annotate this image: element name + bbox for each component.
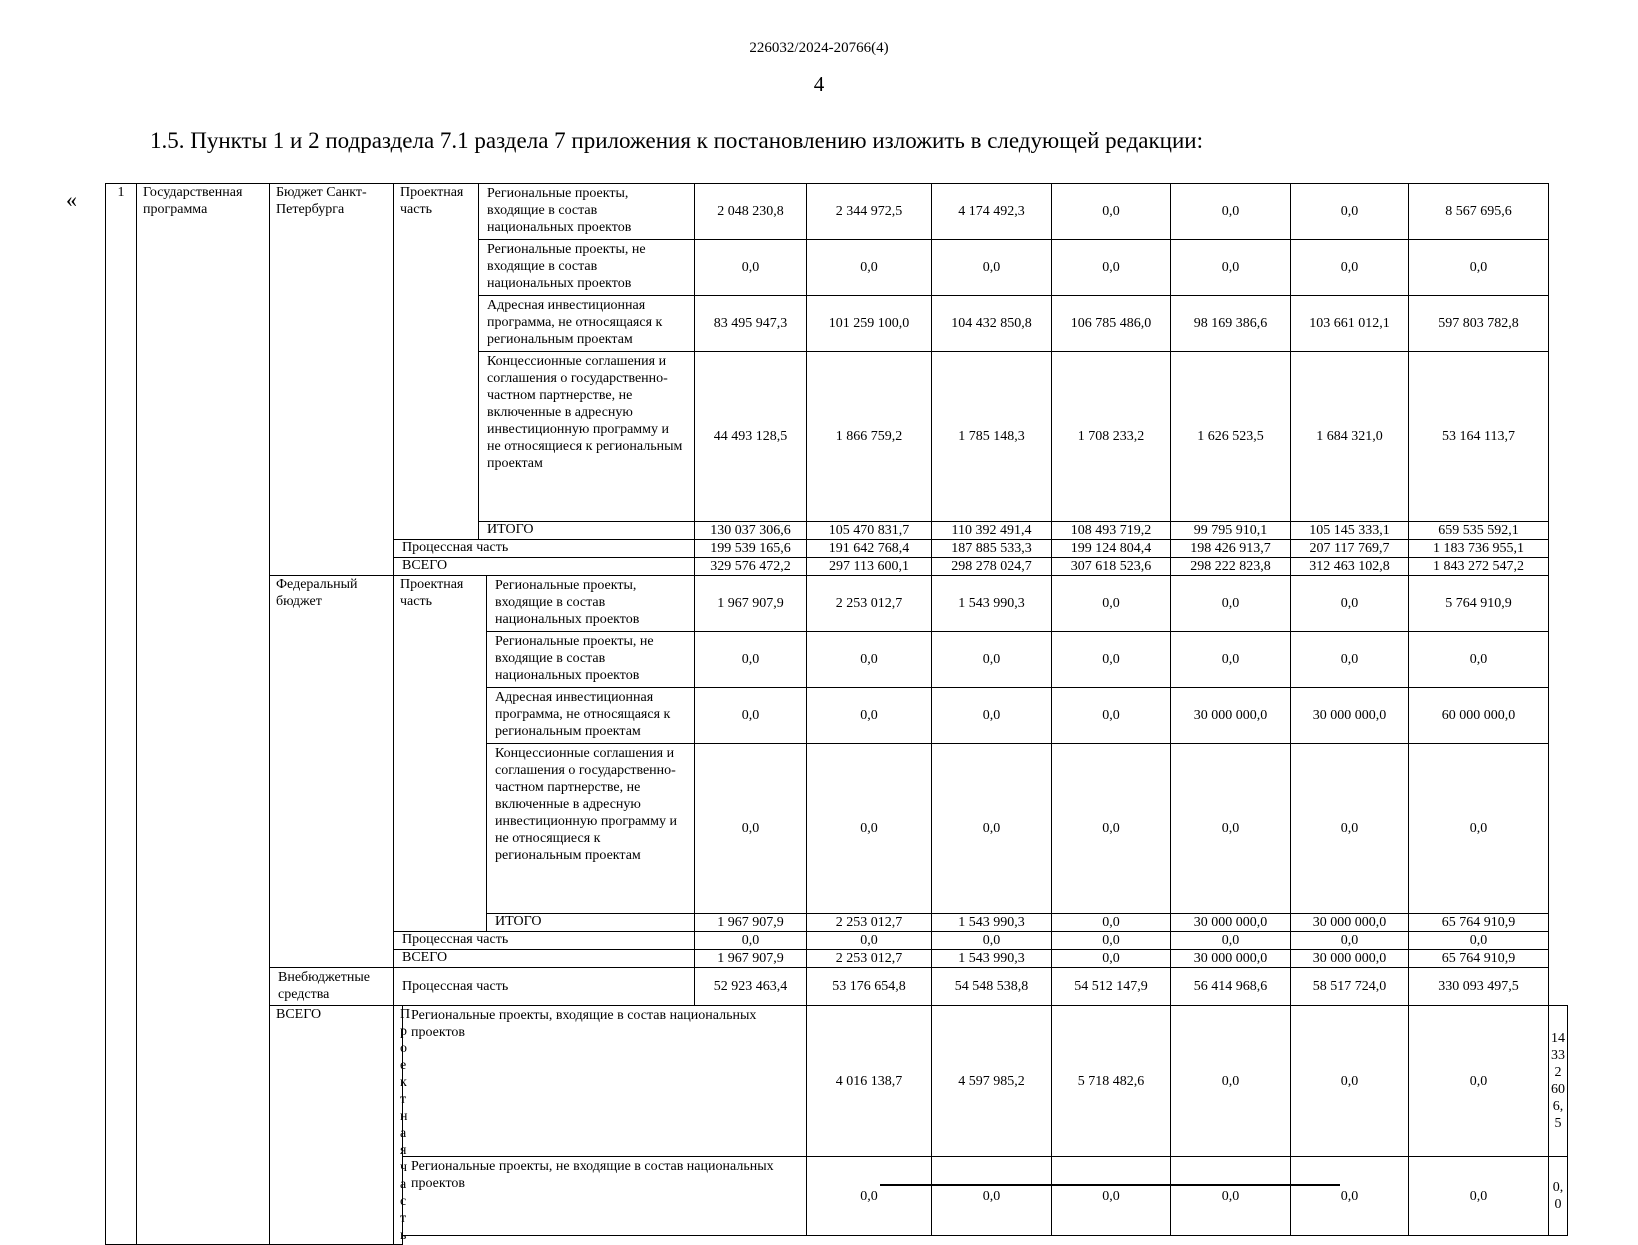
value-cell: 0,0	[1291, 1006, 1409, 1157]
value-cell: 4 174 492,3	[932, 184, 1052, 240]
value-cell: 52 923 463,4	[695, 968, 807, 1006]
value-cell: 0,0	[1171, 1157, 1291, 1236]
value-cell: 0,0	[1409, 932, 1549, 950]
value-cell: 103 661 012,1	[1291, 296, 1409, 352]
row-label: Региональные проекты, входящие в состав национальных проектов	[487, 576, 695, 632]
vsego-label: ВСЕГО	[394, 950, 695, 968]
table-row	[106, 576, 1568, 632]
value-cell: 0,0	[1409, 744, 1549, 914]
value-cell: 99 795 910,1	[1171, 522, 1291, 540]
value-cell: 44 493 128,5	[695, 352, 807, 522]
document-number: 226032/2024-20766(4)	[749, 40, 889, 56]
value-cell: 0,0	[1409, 1006, 1549, 1157]
value-cell: 0,0	[932, 240, 1052, 296]
value-cell: 0,0	[1171, 1006, 1291, 1157]
value-cell: 0,0	[1171, 184, 1291, 240]
value-cell: 0,0	[807, 632, 932, 688]
value-cell: 0,0	[1409, 632, 1549, 688]
value-cell: 0,0	[1052, 688, 1171, 744]
value-cell: 0,0	[1291, 240, 1409, 296]
value-cell: 0,0	[695, 744, 807, 914]
value-cell: 0,0	[807, 744, 932, 914]
process-part-label: Процессная часть	[394, 932, 695, 950]
value-cell: 8 567 695,6	[1409, 184, 1549, 240]
value-cell: 298 222 823,8	[1171, 558, 1291, 576]
value-cell: 0,0	[1409, 240, 1549, 296]
value-cell: 53 176 654,8	[807, 968, 932, 1006]
value-cell: 1 543 990,3	[932, 914, 1052, 932]
row-label: Концессионные соглашения и соглашения о государственно-частном партнерстве, не включенные в адресную инвестиционную программу и не относящиеся к региональным проектам	[487, 744, 695, 914]
item-number: 1	[106, 184, 137, 1245]
value-cell: 0,0	[932, 744, 1052, 914]
value-cell: 30 000 000,0	[1171, 914, 1291, 932]
value-cell: 0,0	[1549, 1157, 1568, 1236]
value-cell: 0,0	[932, 688, 1052, 744]
grand-total-label: ВСЕГО	[270, 1006, 394, 1245]
value-cell: 0,0	[932, 632, 1052, 688]
process-part-label: Процессная часть	[394, 968, 695, 1006]
table-row	[106, 184, 1568, 240]
value-cell: 30 000 000,0	[1171, 688, 1291, 744]
value-cell: 2 253 012,7	[807, 950, 932, 968]
program-label: Государственная программа	[137, 184, 270, 1245]
value-cell: 1 626 523,5	[1171, 352, 1291, 522]
value-cell: 4 016 138,7	[807, 1006, 932, 1157]
value-cell: 0,0	[695, 240, 807, 296]
value-cell: 1 183 736 955,1	[1409, 540, 1549, 558]
value-cell: 54 548 538,8	[932, 968, 1052, 1006]
value-cell: 0,0	[807, 1157, 932, 1236]
value-cell: 0,0	[1052, 914, 1171, 932]
value-cell: 101 259 100,0	[807, 296, 932, 352]
value-cell: 0,0	[1052, 744, 1171, 914]
value-cell: 0,0	[1052, 240, 1171, 296]
value-cell: 597 803 782,8	[1409, 296, 1549, 352]
value-cell: 58 517 724,0	[1291, 968, 1409, 1006]
value-cell: 1 866 759,2	[807, 352, 932, 522]
value-cell: 0,0	[1052, 932, 1171, 950]
row-label: Региональные проекты, входящие в состав национальных проектов	[479, 184, 695, 240]
value-cell: 30 000 000,0	[1291, 914, 1409, 932]
value-cell: 1 967 907,9	[695, 950, 807, 968]
value-cell: 0,0	[1171, 632, 1291, 688]
value-cell: 30 000 000,0	[1291, 950, 1409, 968]
value-cell: 2 253 012,7	[807, 576, 932, 632]
value-cell: 0,0	[1291, 744, 1409, 914]
value-cell: 1 843 272 547,2	[1409, 558, 1549, 576]
value-cell: 0,0	[932, 932, 1052, 950]
value-cell: 187 885 533,3	[932, 540, 1052, 558]
value-cell: 4 597 985,2	[932, 1006, 1052, 1157]
value-cell: 5 718 482,6	[1052, 1006, 1171, 1157]
table-row	[106, 968, 1568, 1006]
value-cell: 98 169 386,6	[1171, 296, 1291, 352]
source-label: Федеральный бюджет	[270, 576, 394, 968]
bottom-rule	[880, 1184, 1340, 1186]
value-cell: 65 764 910,9	[1409, 950, 1549, 968]
itogo-label: ИТОГО	[479, 522, 695, 540]
source-label: Бюджет Санкт-Петербурга	[270, 184, 394, 576]
value-cell: 110 392 491,4	[932, 522, 1052, 540]
section-heading: 1.5. Пункты 1 и 2 подраздела 7.1 раздела 7 приложения к постановлению изложить в следующей редакции:	[150, 128, 1203, 153]
value-cell: 1 543 990,3	[932, 950, 1052, 968]
itogo-label: ИТОГО	[487, 914, 695, 932]
value-cell: 1 708 233,2	[1052, 352, 1171, 522]
value-cell: 191 642 768,4	[807, 540, 932, 558]
value-cell: 0,0	[695, 632, 807, 688]
vsego-label: ВСЕГО	[394, 558, 695, 576]
value-cell: 0,0	[1291, 932, 1409, 950]
funding-table	[105, 183, 1568, 1245]
row-label: Концессионные соглашения и соглашения о государственно-частном партнерстве, не включенные в адресную инвестиционную программу и не относящиеся к региональным проектам	[479, 352, 695, 522]
value-cell: 30 000 000,0	[1171, 950, 1291, 968]
value-cell: 0,0	[1052, 632, 1171, 688]
value-cell: 1 785 148,3	[932, 352, 1052, 522]
value-cell: 312 463 102,8	[1291, 558, 1409, 576]
table-row	[106, 1006, 1568, 1157]
value-cell: 0,0	[807, 240, 932, 296]
value-cell: 56 414 968,6	[1171, 968, 1291, 1006]
value-cell: 1 543 990,3	[932, 576, 1052, 632]
value-cell: 0,0	[1171, 240, 1291, 296]
value-cell: 106 785 486,0	[1052, 296, 1171, 352]
process-part-label: Процессная часть	[394, 540, 695, 558]
value-cell: 329 576 472,2	[695, 558, 807, 576]
value-cell: 199 124 804,4	[1052, 540, 1171, 558]
value-cell: 2 048 230,8	[695, 184, 807, 240]
value-cell: 2 253 012,7	[807, 914, 932, 932]
value-cell: 1 684 321,0	[1291, 352, 1409, 522]
value-cell: 14 332 606,5	[1549, 1006, 1568, 1157]
value-cell: 60 000 000,0	[1409, 688, 1549, 744]
value-cell: 330 093 497,5	[1409, 968, 1549, 1006]
value-cell: 207 117 769,7	[1291, 540, 1409, 558]
row-label: Региональные проекты, не входящие в состав национальных проектов	[479, 240, 695, 296]
value-cell: 2 344 972,5	[807, 184, 932, 240]
value-cell: 659 535 592,1	[1409, 522, 1549, 540]
value-cell: 105 470 831,7	[807, 522, 932, 540]
value-cell: 0,0	[1291, 576, 1409, 632]
value-cell: 0,0	[1409, 1157, 1549, 1236]
value-cell: 297 113 600,1	[807, 558, 932, 576]
row-label: Региональные проекты, не входящие в состав национальных проектов	[403, 1157, 807, 1236]
value-cell: 307 618 523,6	[1052, 558, 1171, 576]
value-cell: 0,0	[1171, 932, 1291, 950]
project-part-label: Проектная часть	[394, 1006, 403, 1245]
value-cell: 199 539 165,6	[695, 540, 807, 558]
value-cell: 83 495 947,3	[695, 296, 807, 352]
value-cell: 0,0	[807, 688, 932, 744]
value-cell: 5 764 910,9	[1409, 576, 1549, 632]
value-cell: 0,0	[1291, 1157, 1409, 1236]
value-cell: 65 764 910,9	[1409, 914, 1549, 932]
value-cell: 53 164 113,7	[1409, 352, 1549, 522]
value-cell: 0,0	[1052, 576, 1171, 632]
row-label: Региональные проекты, не входящие в состав национальных проектов	[487, 632, 695, 688]
value-cell: 30 000 000,0	[1291, 688, 1409, 744]
value-cell: 104 432 850,8	[932, 296, 1052, 352]
value-cell: 0,0	[1052, 1157, 1171, 1236]
value-cell: 298 278 024,7	[932, 558, 1052, 576]
project-part-label: Проектная часть	[394, 184, 479, 540]
source-label: Внебюджетные средства	[270, 968, 394, 1006]
value-cell: 130 037 306,6	[695, 522, 807, 540]
value-cell: 105 145 333,1	[1291, 522, 1409, 540]
value-cell: 198 426 913,7	[1171, 540, 1291, 558]
value-cell: 0,0	[1291, 184, 1409, 240]
value-cell: 54 512 147,9	[1052, 968, 1171, 1006]
value-cell: 0,0	[1052, 184, 1171, 240]
value-cell: 0,0	[1291, 632, 1409, 688]
row-label: Региональные проекты, входящие в состав национальных проектов	[403, 1006, 807, 1157]
value-cell: 0,0	[1052, 950, 1171, 968]
value-cell: 0,0	[695, 932, 807, 950]
page-number: 4	[813, 72, 825, 96]
value-cell: 0,0	[1171, 576, 1291, 632]
opening-quote: «	[66, 187, 77, 212]
value-cell: 0,0	[932, 1157, 1052, 1236]
value-cell: 0,0	[807, 932, 932, 950]
row-label: Адресная инвестиционная программа, не относящаяся к региональным проектам	[487, 688, 695, 744]
value-cell: 1 967 907,9	[695, 914, 807, 932]
project-part-label: Проектная часть	[394, 576, 487, 932]
value-cell: 0,0	[695, 688, 807, 744]
value-cell: 1 967 907,9	[695, 576, 807, 632]
table-tail	[403, 1236, 1568, 1245]
value-cell: 0,0	[1171, 744, 1291, 914]
value-cell: 108 493 719,2	[1052, 522, 1171, 540]
row-label: Адресная инвестиционная программа, не относящаяся к региональным проектам	[479, 296, 695, 352]
